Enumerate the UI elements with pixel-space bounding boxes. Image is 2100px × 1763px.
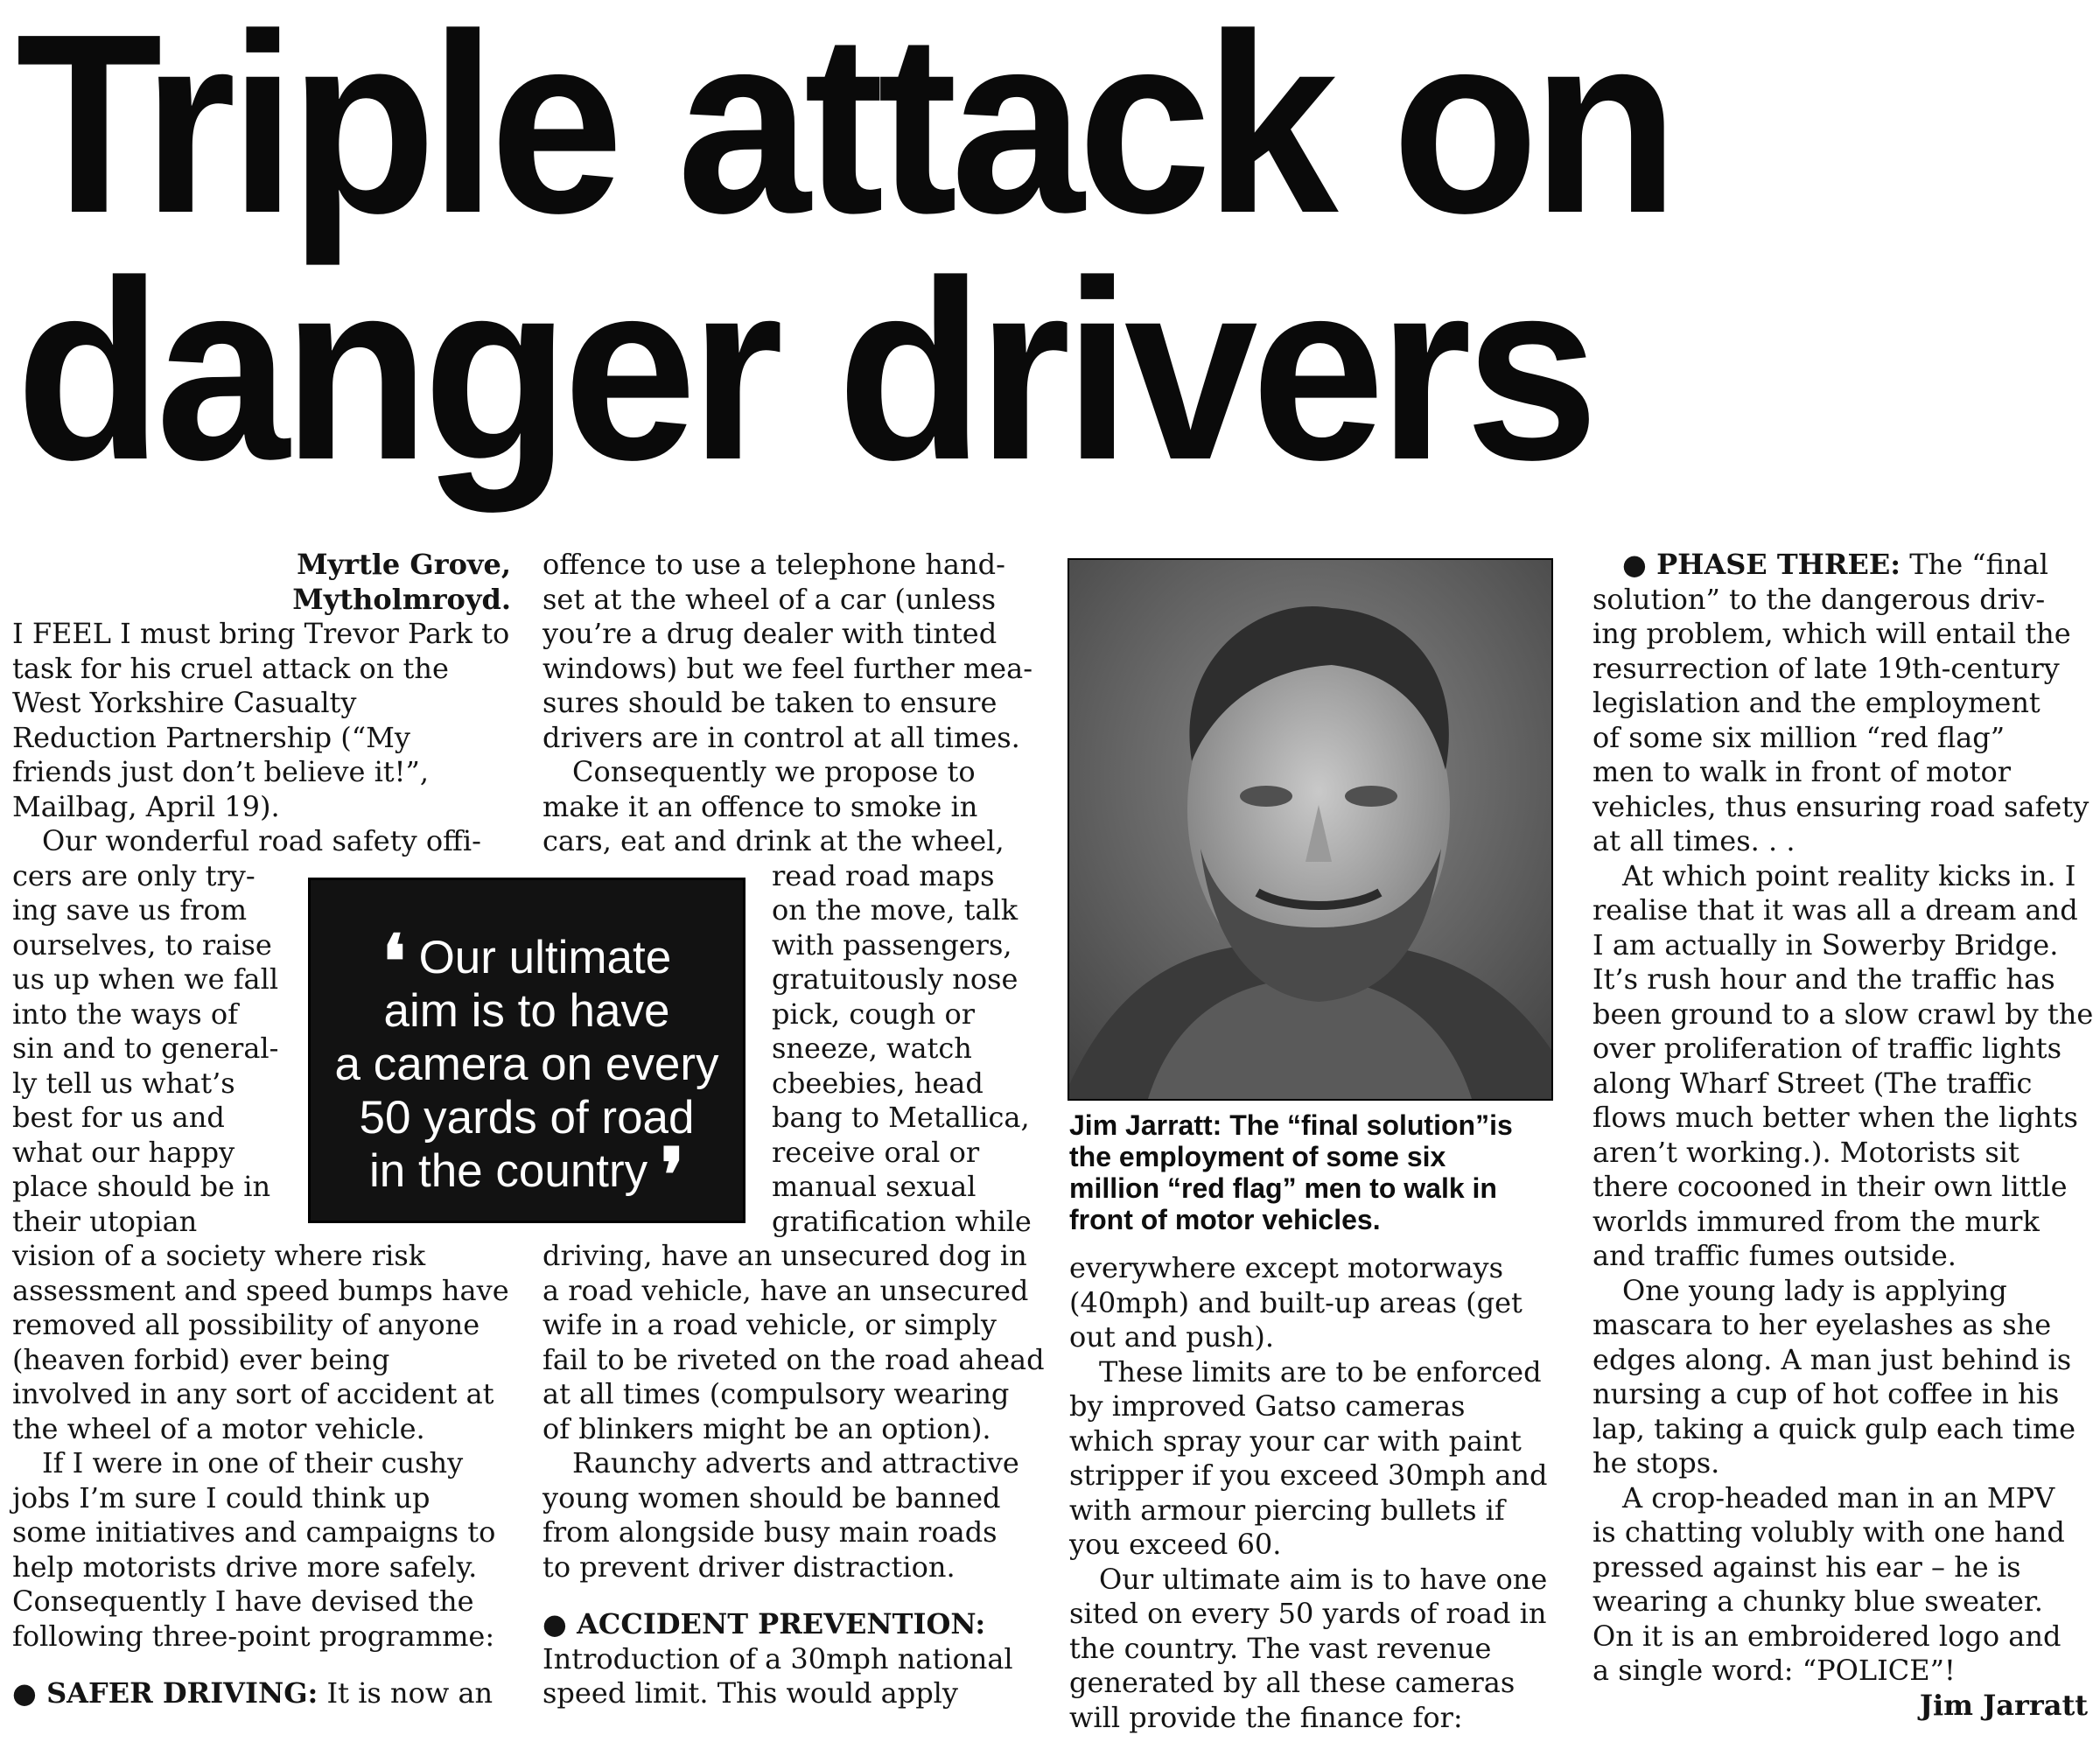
open-quote-icon: ❛: [382, 918, 406, 1004]
text-line: you’re a drug dealer with tinted: [542, 617, 998, 650]
text-line: cbeebies, head: [772, 1066, 984, 1100]
text-line: jobs I’m sure I could think up: [12, 1480, 430, 1515]
text-line: read road maps: [772, 858, 995, 892]
text-line: with armour piercing bullets if: [1069, 1493, 1505, 1527]
text-line: windows) but we feel further mea-: [542, 651, 1032, 685]
text-line: which spray your car with paint: [1069, 1424, 1522, 1458]
safer-driving-line: [12, 1676, 520, 1711]
text-line: and traffic fumes outside.: [1592, 1239, 1956, 1272]
safer-driving-heading: ● SAFER DRIVING:: [12, 1676, 318, 1710]
text-line: involved in any sort of accident at: [12, 1377, 494, 1410]
text-line: sin and to general-: [12, 1032, 279, 1065]
text-line: gratification while: [772, 1204, 1032, 1238]
text-line: by improved Gatso cameras: [1069, 1389, 1466, 1423]
text-line: what our happy: [12, 1135, 235, 1169]
text-line: along Wharf Street (The traffic: [1592, 1066, 2033, 1100]
phase-three-line: [1592, 548, 2091, 583]
pull-quote-line-2: aim is to have: [383, 985, 670, 1037]
text-line: help motorists drive more safely.: [12, 1550, 478, 1584]
text-line: Raunchy adverts and attractive: [572, 1446, 1019, 1480]
text-line: best for us and: [12, 1101, 225, 1134]
text-line: us up when we fall: [12, 962, 279, 996]
close-quote-icon: ❜: [660, 1131, 684, 1218]
text-line: ing save us from: [12, 893, 248, 927]
text-line: ly tell us what’s: [12, 1066, 235, 1100]
headline-line-1: Triple attack on: [16, 0, 1673, 266]
caption-line: front of motor vehicles.: [1069, 1204, 1381, 1235]
text-line: following three-point programme:: [12, 1619, 495, 1653]
text-line: some initiatives and campaigns to: [12, 1515, 496, 1549]
author-signature: Jim Jarratt: [1919, 1688, 2088, 1722]
text-line: there cocooned in their own little: [1592, 1170, 2068, 1203]
text-line: from alongside busy main roads: [542, 1515, 998, 1549]
text-line: pick, cough or: [772, 997, 975, 1031]
text-line: you exceed 60.: [1069, 1528, 1282, 1561]
text-line: set at the wheel of a car (unless: [542, 582, 997, 616]
text-line: sures should be taken to ensure: [542, 686, 998, 719]
text-line: friends just don’t believe it!”,: [12, 755, 430, 788]
text-line: a road vehicle, have an unsecured: [542, 1273, 1029, 1307]
text-line: At which point reality kicks in. I: [1622, 858, 2076, 892]
text-line: Consequently I have devised the: [12, 1585, 474, 1618]
text-line: (heaven forbid) ever being: [12, 1342, 390, 1376]
text-line: over proliferation of traffic lights: [1592, 1032, 2062, 1065]
portrait-photo: [1068, 558, 1553, 1101]
text-line: Reduction Partnership (“My: [12, 720, 410, 754]
address-line-2: Mytholmroyd.: [292, 582, 511, 616]
text-line: the country. The vast revenue: [1069, 1631, 1492, 1665]
text-line: On it is an embroidered logo and: [1592, 1619, 2062, 1653]
text-line: the wheel of a motor vehicle.: [12, 1411, 425, 1445]
text-line: aren’t working.). Motorists sit: [1592, 1135, 2020, 1169]
text-line: stripper if you exceed 30mph and: [1069, 1459, 1548, 1492]
text-line: task for his cruel attack on the: [12, 651, 449, 685]
text-line: West Yorkshire Casualty: [12, 686, 357, 719]
text-line: gratuitously nose: [772, 962, 1018, 996]
text-line: sneeze, watch: [772, 1032, 972, 1065]
caption-line: million “red flag” men to walk in: [1069, 1172, 1497, 1204]
pull-quote-line-3: a camera on every: [334, 1039, 719, 1090]
text-line: realise that it was all a dream and: [1592, 893, 2078, 927]
text-line: is chatting volubly with one hand: [1592, 1515, 2065, 1549]
text-line: nursing a cup of hot coffee in his: [1592, 1377, 2060, 1410]
text-line: sited on every 50 yards of road in: [1069, 1597, 1547, 1630]
text-line: flows much better when the lights: [1592, 1101, 2078, 1134]
headline: [16, 0, 1965, 513]
letter-column-4: [1592, 548, 2094, 1723]
text-line: solution” to the dangerous driv-: [1592, 582, 2046, 616]
text-line: ing problem, which will entail the: [1592, 617, 2071, 650]
text-line: resurrection of late 19th-century: [1592, 651, 2060, 685]
text-line: men to walk in front of motor: [1592, 755, 2011, 788]
text-line: young women should be banned: [542, 1480, 1001, 1515]
text-line: generated by all these cameras: [1069, 1666, 1516, 1699]
text-line: wearing a chunky blue sweater.: [1592, 1585, 2043, 1618]
text-line: assessment and speed bumps have: [12, 1273, 509, 1307]
text-line: bang to Metallica,: [772, 1101, 1030, 1134]
text-line: make it an offence to smoke in: [542, 789, 978, 823]
text-line: wife in a road vehicle, or simply: [542, 1308, 997, 1341]
text-line: mascara to her eyelashes as she: [1592, 1308, 2052, 1341]
text-line: cars, eat and drink at the wheel,: [542, 824, 1004, 857]
photo-caption: [1069, 1109, 1568, 1235]
text-line: I FEEL I must bring Trevor Park to: [12, 617, 510, 650]
address-line-1: Myrtle Grove,: [297, 548, 511, 581]
text-line: receive oral or: [772, 1135, 980, 1169]
text-line: Mailbag, April 19).: [12, 789, 280, 823]
text-line: fail to be riveted on the road ahead: [542, 1342, 1045, 1376]
text-line: speed limit. This would apply: [542, 1676, 958, 1710]
pull-quote-line-4: 50 yards of road: [359, 1092, 695, 1144]
pull-quote-line-5: in the country ❜: [369, 1131, 684, 1218]
text-line: offence to use a telephone hand-: [542, 548, 1005, 581]
text-line: I am actually in Sowerby Bridge.: [1592, 927, 2059, 962]
text-line: drivers are in control at all times.: [542, 720, 1020, 754]
text-line: to prevent driver distraction.: [542, 1550, 956, 1584]
text-line: A crop-headed man in an MPV: [1622, 1480, 2055, 1515]
pull-quote-line-1: ❛ Our ultimate: [382, 918, 672, 1004]
text-line: driving, have an unsecured dog in: [542, 1239, 1027, 1272]
text-line: worlds immured from the murk: [1592, 1204, 2040, 1238]
text-line: Consequently we propose to: [572, 755, 976, 788]
text-line: Our ultimate aim is to have one: [1099, 1562, 1548, 1596]
text-line: he stops.: [1592, 1446, 1720, 1480]
text-line: their utopian: [12, 1204, 198, 1238]
phase-three-text: The “final: [1900, 548, 2048, 581]
text-line: will provide the finance for:: [1069, 1700, 1463, 1734]
letter-column-3: [1069, 1251, 1568, 1735]
text-line: place should be in: [12, 1170, 271, 1203]
text-line: vision of a society where risk: [12, 1239, 426, 1272]
text-line: legislation and the employment: [1592, 686, 2040, 719]
caption-line: Jim Jarratt: The “final solution”is: [1069, 1109, 1513, 1141]
accident-prevention-heading: ● ACCIDENT PREVENTION:: [542, 1607, 986, 1641]
text-line: edges along. A man just behind is: [1592, 1342, 2072, 1376]
text-line: One young lady is applying: [1622, 1273, 2007, 1307]
phase-three-heading: ● PHASE THREE:: [1622, 548, 1901, 581]
safer-driving-text: It is now an: [318, 1676, 494, 1710]
text-line: If I were in one of their cushy: [42, 1446, 464, 1480]
text-line: of blinkers might be an option).: [542, 1411, 991, 1445]
text-line: removed all possibility of anyone: [12, 1308, 480, 1341]
text-line: pressed against his ear – he is: [1592, 1550, 2021, 1584]
text-line: manual sexual: [772, 1170, 976, 1203]
text-line: of some six million “red flag”: [1592, 720, 2006, 754]
text-line: everywhere except motorways: [1069, 1251, 1504, 1284]
text-line: lap, taking a quick gulp each time: [1592, 1411, 2076, 1445]
text-line: into the ways of: [12, 997, 238, 1031]
text-line: on the move, talk: [772, 893, 1018, 927]
text-line: Introduction of a 30mph national: [542, 1641, 1013, 1676]
text-line: a single word: “POLICE”!: [1592, 1654, 1956, 1687]
text-line: cers are only try-: [12, 858, 256, 892]
text-line: (40mph) and built-up areas (get: [1069, 1285, 1522, 1319]
portrait-image: [1069, 560, 1551, 1099]
text-line: Our wonderful road safety offi-: [42, 824, 481, 857]
text-line: vehicles, thus ensuring road safety: [1592, 789, 2090, 823]
text-line: It’s rush hour and the traffic has: [1592, 962, 2055, 996]
pull-quote: [308, 878, 746, 1223]
text-line: at all times (compulsory wearing: [542, 1377, 1010, 1410]
text-line: ourselves, to raise: [12, 927, 272, 962]
text-line: at all times. . .: [1592, 824, 1796, 857]
text-line: with passengers,: [772, 927, 1012, 962]
text-line: These limits are to be enforced: [1099, 1354, 1542, 1389]
text-line: out and push).: [1069, 1320, 1275, 1354]
text-line: been ground to a slow crawl by the: [1592, 997, 2094, 1031]
caption-line: the employment of some six: [1069, 1141, 1446, 1172]
headline-line-2: danger drivers: [16, 227, 1592, 513]
